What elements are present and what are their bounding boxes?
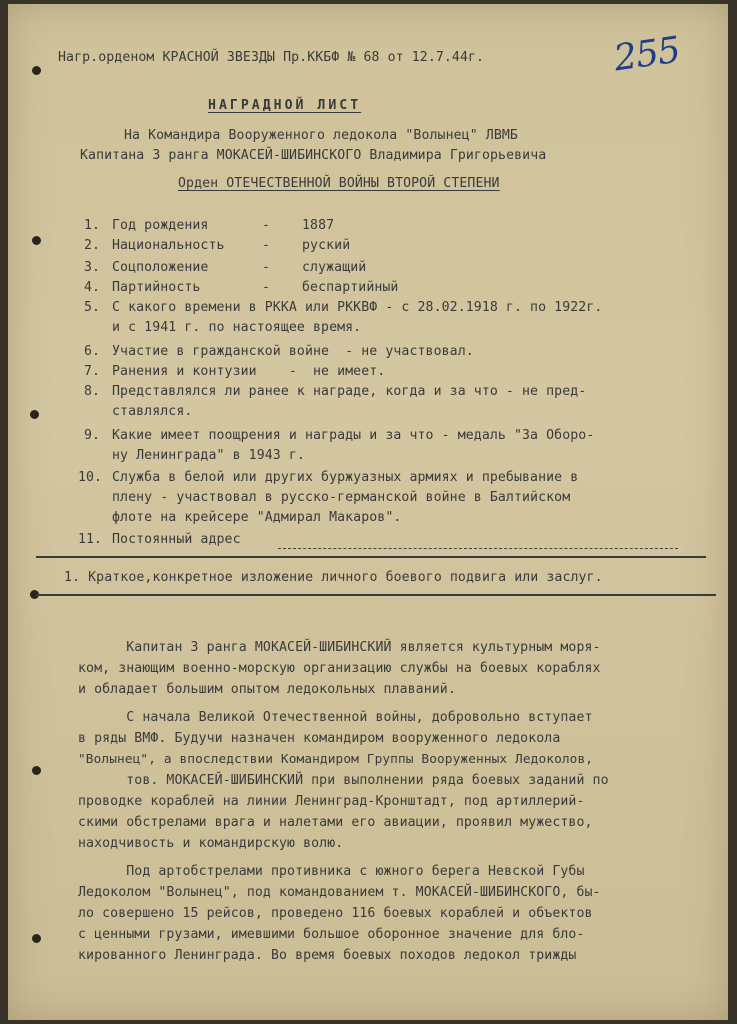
award-header-line: Нагр.орденом КРАСНОЙ ЗВЕЗДЫ Пр.ККБФ № 68 от 12.7.44г. bbox=[58, 50, 485, 65]
item-number: 4. bbox=[84, 280, 100, 295]
item-text: ставлялся. bbox=[112, 404, 193, 419]
item-dash: - bbox=[262, 260, 271, 275]
recipient-name-line: Капитана 3 ранга МОКАСЕЙ-ШИБИНСКОГО Владимира Григорьевича bbox=[80, 148, 547, 163]
item-text: Ранения и контузии - не имеет. bbox=[112, 364, 386, 379]
punch-hole bbox=[32, 236, 41, 245]
item-number: 11. bbox=[78, 532, 102, 547]
item-number: 3. bbox=[84, 260, 100, 275]
item-text: Участие в гражданской войне - не участвовал. bbox=[112, 344, 474, 359]
body-line: находчивость и командирскую волю. bbox=[78, 836, 344, 851]
body-line: Ледоколом "Волынец", под командованием т. МОКАСЕЙ-ШИБИНСКОГО, бы- bbox=[78, 885, 601, 900]
item-number: 7. bbox=[84, 364, 100, 379]
item-number: 1. bbox=[84, 218, 100, 233]
punch-hole bbox=[32, 66, 41, 75]
body-line: ком, знающим военно-морскую организацию службы на боевых кораблях bbox=[78, 661, 601, 676]
body-line: тов. МОКАСЕЙ-ШИБИНСКИЙ при выполнении ряда боевых заданий по bbox=[78, 773, 609, 788]
item-text: С какого времени в РККА или РККВФ - с 28.02.1918 г. по 1922г. bbox=[112, 300, 603, 315]
item-dash: - bbox=[262, 218, 271, 233]
body-line: кированного Ленинграда. Во время боевых походов ледокол трижды bbox=[78, 948, 577, 963]
body-line: С начала Великой Отечественной войны, добровольно вступает bbox=[78, 710, 593, 725]
body-line: Капитан 3 ранга МОКАСЕЙ-ШИБИНСКИЙ является культурным моря- bbox=[78, 640, 601, 655]
item-label: Соцположение bbox=[112, 260, 209, 275]
item-text: и с 1941 г. по настоящее время. bbox=[112, 320, 362, 335]
item-value: руский bbox=[302, 238, 351, 253]
item-value: беспартийный bbox=[302, 280, 399, 295]
address-blank-line bbox=[278, 548, 678, 550]
body-line: и обладает большим опытом ледокольных плаваний. bbox=[78, 682, 456, 697]
item-text: плену - участвовал в русско-германской войне в Балтийском bbox=[112, 490, 571, 505]
body-line: с ценными грузами, имевшими большое оборонное значение для бло- bbox=[78, 927, 585, 942]
item-number: 6. bbox=[84, 344, 100, 359]
archive-number: 255 bbox=[611, 29, 683, 80]
body-line: "Волынец", а впоследствии Командиром Группы Вооруженных Ледоколов, bbox=[78, 752, 594, 767]
body-line: в ряды ВМФ. Будучи назначен командиром вооруженного ледокола bbox=[78, 731, 561, 746]
order-line: Орден ОТЕЧЕСТВЕННОЙ ВОЙНЫ ВТОРОЙ СТЕПЕНИ bbox=[178, 176, 500, 191]
award-sheet bbox=[8, 4, 728, 1020]
item-dash: - bbox=[262, 238, 271, 253]
document-title: НАГРАДНОЙ ЛИСТ bbox=[208, 98, 362, 113]
item-number: 8. bbox=[84, 384, 100, 399]
body-line: ло совершено 15 рейсов, проведено 116 боевых кораблей и объектов bbox=[78, 906, 593, 921]
item-label: Год рождения bbox=[112, 218, 209, 233]
item-label: Партийность bbox=[112, 280, 201, 295]
item-value: служащий bbox=[302, 260, 367, 275]
punch-hole bbox=[32, 766, 41, 775]
item-label: Национальность bbox=[112, 238, 225, 253]
item-text: Представлялся ли ранее к награде, когда и за что - не пред- bbox=[112, 384, 587, 399]
item-dash: - bbox=[262, 280, 271, 295]
recipient-line: На Командира Вооруженного ледокола "Волынец" ЛВМБ bbox=[124, 128, 518, 143]
punch-hole bbox=[32, 934, 41, 943]
section-heading: 1. Краткое,конкретное изложение личного боевого подвига или заслуг. bbox=[64, 570, 603, 585]
item-text: Постоянный адрес bbox=[112, 532, 241, 547]
item-value: 1887 bbox=[302, 218, 335, 233]
item-number: 5. bbox=[84, 300, 100, 315]
body-line: Под артобстрелами противника с южного берега Невской Губы bbox=[78, 864, 585, 879]
section-divider-bottom bbox=[36, 594, 716, 596]
punch-hole bbox=[30, 410, 39, 419]
body-line: проводке кораблей на линии Ленинград-Кронштадт, под артиллерий- bbox=[78, 794, 585, 809]
item-number: 10. bbox=[78, 470, 102, 485]
item-text: Какие имеет поощрения и награды и за что - медаль "За Оборо- bbox=[112, 428, 595, 443]
item-text: флоте на крейсере "Адмирал Макаров". bbox=[112, 510, 402, 525]
item-text: ну Ленинграда" в 1943 г. bbox=[112, 448, 305, 463]
item-number: 9. bbox=[84, 428, 100, 443]
body-line: скими обстрелами врага и налетами его авиации, проявил мужество, bbox=[78, 815, 593, 830]
item-text: Служба в белой или других буржуазных армиях и пребывание в bbox=[112, 470, 579, 485]
item-number: 2. bbox=[84, 238, 100, 253]
section-divider-top bbox=[36, 556, 706, 558]
